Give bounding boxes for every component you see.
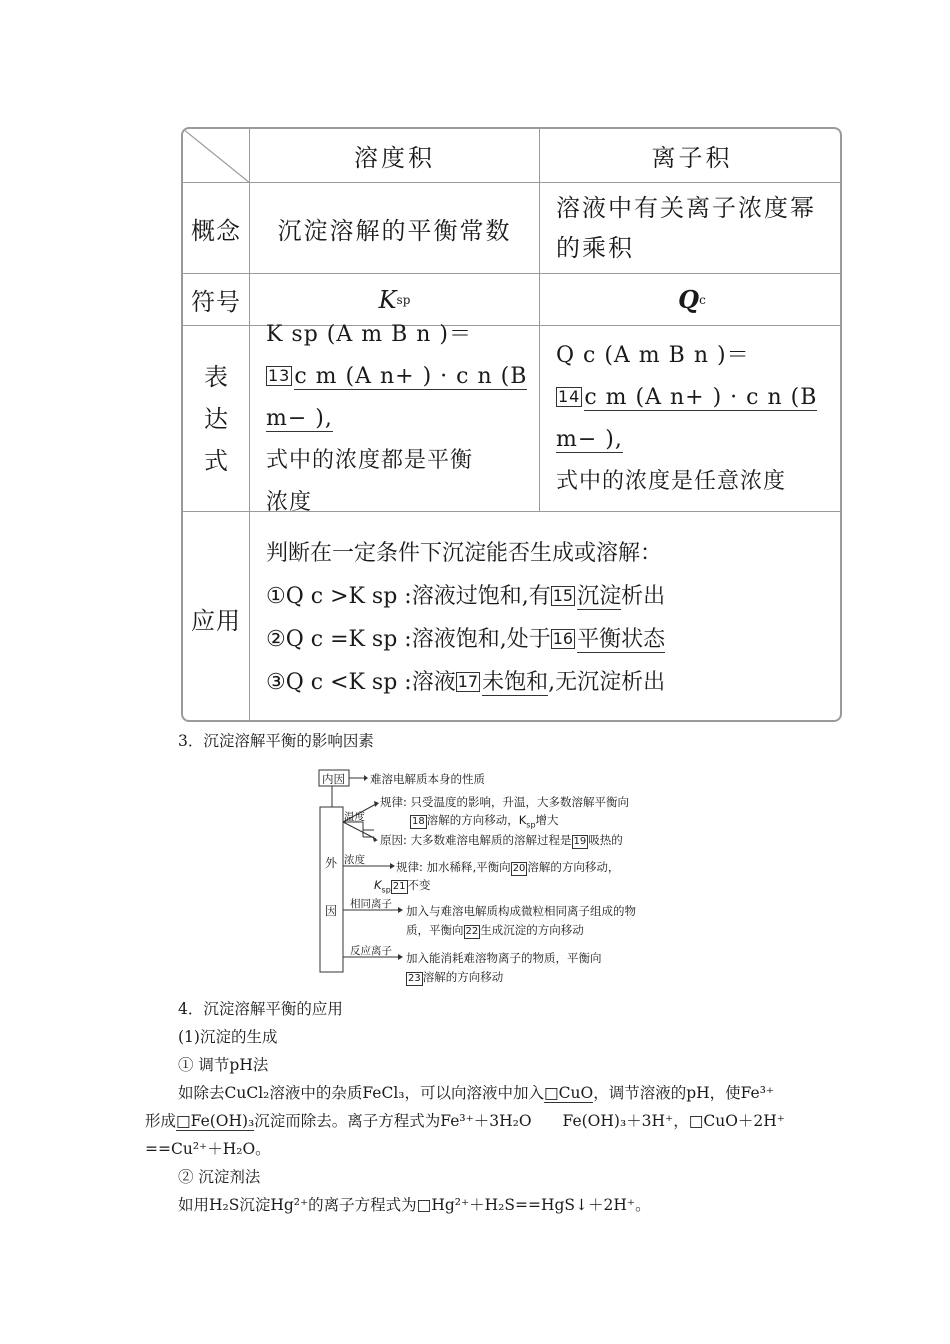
temp-reason: 原因: 大多数难溶电解质的溶解过程是 19 吸热的 [380,833,623,847]
paragraph-1-line2: 形成□Fe(OH)₃沉淀而除去。离子方程式为Fe³⁺＋3H₂O Fe(OH)₃＋3H⁺，□CuO＋2H⁺ [145,1112,785,1130]
expression-ksp: K sp (A m B n )＝ 13 c m (A n+ ) · c n (B m− ), 式中的浓度都是平衡 浓度 [250,326,540,512]
conc-rule: 规律: 加水稀释,平衡向 20 溶解的方向移动， [396,860,620,874]
diagonal-line [183,129,250,183]
same-ion-label: 相同离子 [350,898,392,910]
same-ion-line1: 加入与难溶电解质构成微粒相同离子组成的物 [406,904,636,918]
reaction-ion-line2: 23 溶解的方向移动 [408,970,504,984]
row-label-concept: 概念 [183,183,250,274]
application-content: 判断在一定条件下沉淀能否生成或溶解： ①Q c >K sp :溶液过饱和,有 15 沉淀析出 ②Q c =K sp :溶液饱和,处于 16 平衡状态 ③Q c <K sp :溶液 17 未饱和,无沉淀析出 [266,541,666,695]
concept-qc: 溶液中有关离子浓度幂 的乘积 [540,183,842,274]
method-2: ② 沉淀剂法 [178,1168,261,1186]
row-label-application: 应用 [183,512,250,722]
corner-cell [183,129,250,183]
outer-cause-char2: 因 [325,904,338,918]
paragraph-1-line1: 如除去CuCl₂溶液中的杂质FeCl₃，可以向溶液中加入□CuO，调节溶液的pH，使Fe³⁺ [178,1084,775,1102]
temp-rule-line1: 规律: 只受温度的影响，升温，大多数溶解平衡向 [380,795,630,809]
reaction-ion-line1: 加入能消耗难溶物离子的物质，平衡向 [406,951,602,965]
concept-ksp: 沉淀溶解的平衡常数 [250,183,540,274]
row-label-expression: 表 达 式 [183,326,250,512]
header-qc: 离子积 [540,129,842,183]
row-label-symbol: 符号 [183,274,250,326]
expression-qc: Q c (A m B n )＝ 14 c m (A n+ ) · c n (B m− ), 式中的浓度是任意浓度 [540,326,842,512]
influence-factors-diagram [318,762,673,992]
method-1: ① 调节pH法 [178,1056,269,1074]
header-ksp: 溶度积 [250,129,540,183]
subsection-1: (1)沉淀的生成 [178,1028,278,1046]
temp-rule-line2: 18 溶解的方向移动，$K_{sp}$增大 [412,813,559,830]
symbol-qc: Q c [540,274,842,326]
concentration-label: 浓度 [344,854,365,866]
reaction-ion-label: 反应离子 [350,945,392,957]
same-ion-line2: 质，平衡向 22 生成沉淀的方向移动 [406,923,584,937]
inner-cause-label: 内因 [322,772,345,786]
conc-ksp: $K_{sp}$ 21 不变 [374,878,431,895]
paragraph-1-line3: ==Cu²⁺＋H₂O。 [145,1140,271,1158]
ksp-qc-table [181,127,842,722]
paragraph-2: 如用H₂S沉淀Hg²⁺的离子方程式为□Hg²⁺＋H₂S==HgS↓＋2H⁺。 [178,1196,651,1214]
symbol-ksp: K sp [250,274,540,326]
section4-title: 4．沉淀溶解平衡的应用 [178,1000,343,1018]
inner-cause-text: 难溶电解质本身的性质 [370,772,485,786]
section3-title: 3．沉淀溶解平衡的影响因素 [178,732,374,750]
outer-cause-char1: 外 [325,856,338,870]
temperature-label: 温度 [344,811,365,823]
